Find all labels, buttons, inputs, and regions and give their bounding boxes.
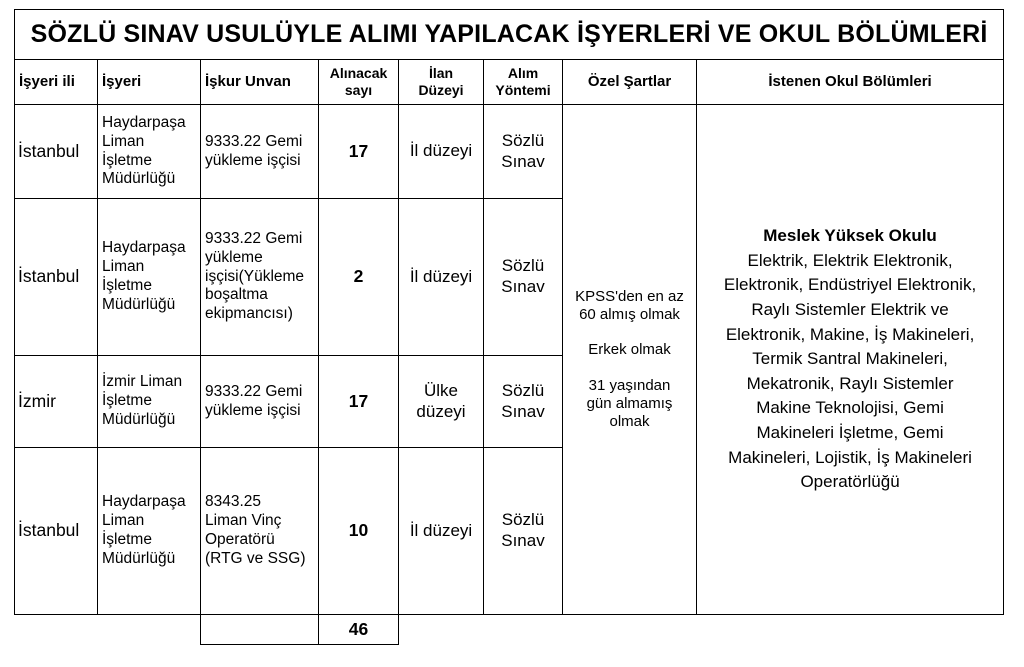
- cell-yontem: [484, 448, 563, 615]
- isyeri-line: Liman: [102, 258, 145, 276]
- isyeri-line: İşletme: [102, 392, 152, 410]
- cell-unvan: [201, 199, 319, 356]
- bolumler-line: Elektrik, Elektrik Elektronik,: [747, 250, 953, 270]
- isyeri-line: Haydarpaşa: [102, 493, 186, 511]
- total-blank-right: [399, 615, 1004, 645]
- ozel-sart-item: 31 yaşından gün almamış olmak: [586, 376, 673, 431]
- isyeri-line: Müdürlüğü: [102, 170, 176, 188]
- isyeri-line: Müdürlüğü: [102, 549, 176, 567]
- bolumler-line: Raylı Sistemler Elektrik ve: [751, 299, 949, 319]
- unvan-line: boşaltma: [205, 286, 268, 304]
- cell-ilan: [399, 199, 484, 356]
- table-title: SÖZLÜ SINAV USULÜYLE ALIMI YAPILACAK İŞYERLERİ VE OKUL BÖLÜMLERİ: [15, 10, 1004, 60]
- cell-isyeri: [98, 199, 201, 356]
- yontem-line: Sınav: [501, 531, 545, 550]
- isyeri-line: İşletme: [102, 531, 152, 548]
- bolumler-line: Termik Santral Makineleri,: [752, 349, 948, 369]
- cell-il: İstanbul: [15, 448, 98, 615]
- yontem-line: Sözlü: [501, 510, 545, 530]
- header-ilan-line-1: İlan: [428, 64, 454, 81]
- unvan-line: işçisi(Yükleme: [205, 267, 305, 285]
- cell-il: İzmir: [15, 356, 98, 448]
- ilan-line: düzeyi: [416, 401, 466, 421]
- cell-sayi: 17: [319, 105, 399, 199]
- cell-ozel-sartlar: [563, 105, 697, 615]
- header-bolumler: İstenen Okul Bölümleri: [697, 60, 1004, 105]
- cell-yontem: [484, 356, 563, 448]
- table-row: [15, 105, 1004, 199]
- total-row: [15, 615, 1004, 645]
- cell-unvan: [201, 356, 319, 448]
- unvan-line: (RTG ve SSG): [205, 549, 306, 567]
- isyeri-line: Haydarpaşa: [102, 113, 186, 131]
- bolumler-heading: Meslek Yüksek Okulu: [763, 225, 937, 245]
- cell-il: İstanbul: [15, 105, 98, 199]
- unvan-line: 9333.22 Gemi: [205, 382, 303, 400]
- bolumler-line: Makine Teknolojisi, Gemi: [756, 398, 944, 418]
- isyeri-line: İzmir Liman: [102, 373, 183, 391]
- unvan-line: yükleme: [205, 248, 263, 266]
- yontem-line: Sözlü: [501, 380, 545, 400]
- ilan-line: İl düzeyi: [409, 141, 473, 161]
- cell-ilan: [399, 448, 484, 615]
- ilan-line: İl düzeyi: [409, 520, 473, 540]
- header-sayi-line-2: sayı: [344, 82, 373, 98]
- bolumler-line: Makineleri İşletme, Gemi: [756, 423, 944, 443]
- bolumler-line: Makineleri, Lojistik, İş Makineleri: [728, 447, 972, 467]
- isyeri-line: Liman: [102, 512, 145, 530]
- isyeri-line: İşletme: [102, 277, 152, 294]
- bolumler-line: Operatörlüğü: [800, 472, 900, 492]
- bolumler-line: Elektronik, Makine, İş Makineleri,: [725, 324, 975, 344]
- yontem-line: Sınav: [501, 151, 545, 171]
- header-il: İşyeri ili: [15, 60, 98, 105]
- unvan-line: 9333.22 Gemi: [205, 132, 303, 150]
- isyeri-line: İşletme: [102, 151, 152, 169]
- cell-isyeri: [98, 105, 201, 199]
- header-ilan: [399, 60, 484, 105]
- ozel-sart-item: Erkek olmak: [588, 341, 671, 359]
- header-yontem-line-2: Yöntemi: [495, 82, 551, 98]
- unvan-line: yükleme işçisi: [205, 151, 301, 169]
- yontem-line: Sözlü: [501, 130, 545, 150]
- cell-yontem: [484, 105, 563, 199]
- ilan-line: İl düzeyi: [409, 266, 473, 286]
- total-label-cell: [201, 615, 319, 645]
- unvan-line: Operatörü: [205, 531, 275, 548]
- unvan-line: Liman Vinç: [205, 512, 282, 530]
- yontem-line: Sınav: [501, 401, 545, 421]
- cell-sayi: 10: [319, 448, 399, 615]
- cell-ilan: [399, 105, 484, 199]
- ozel-sart-item: KPSS'den en az 60 almış olmak: [575, 287, 684, 323]
- cell-unvan: [201, 448, 319, 615]
- cell-okul-bolumleri: [697, 105, 1004, 615]
- isyeri-line: Haydarpaşa: [102, 239, 186, 257]
- isyeri-line: Liman: [102, 132, 145, 150]
- total-value: 46: [319, 615, 399, 645]
- header-unvan: İşkur Unvan: [201, 60, 319, 105]
- cell-il: İstanbul: [15, 199, 98, 356]
- cell-ilan: [399, 356, 484, 448]
- cell-sayi: 17: [319, 356, 399, 448]
- positions-table: [14, 9, 1004, 645]
- header-sayi: [319, 60, 399, 105]
- unvan-line: yükleme işçisi: [205, 401, 301, 419]
- header-isyeri: İşyeri: [98, 60, 201, 105]
- cell-isyeri: [98, 448, 201, 615]
- header-ilan-line-2: Düzeyi: [418, 82, 464, 98]
- document: [14, 9, 1003, 645]
- isyeri-line: Müdürlüğü: [102, 410, 176, 428]
- cell-sayi: 2: [319, 199, 399, 356]
- header-row: [15, 60, 1004, 105]
- header-yontem: [484, 60, 563, 105]
- isyeri-line: Müdürlüğü: [102, 295, 176, 313]
- cell-yontem: [484, 199, 563, 356]
- bolumler-line: Elektronik, Endüstriyel Elektronik,: [723, 275, 977, 295]
- cell-isyeri: [98, 356, 201, 448]
- yontem-line: Sınav: [501, 277, 545, 296]
- header-yontem-line-1: Alım: [507, 64, 539, 81]
- yontem-line: Sözlü: [501, 256, 545, 276]
- total-blank: [15, 615, 201, 645]
- unvan-line: 9333.22 Gemi: [205, 229, 303, 247]
- unvan-line: ekipmancısı): [205, 305, 293, 323]
- header-sartlar: Özel Şartlar: [563, 60, 697, 105]
- header-sayi-line-1: Alınacak: [329, 64, 388, 81]
- bolumler-line: Mekatronik, Raylı Sistemler: [746, 373, 954, 393]
- cell-unvan: [201, 105, 319, 199]
- unvan-line: 8343.25: [205, 493, 262, 511]
- ilan-line: Ülke: [423, 380, 458, 400]
